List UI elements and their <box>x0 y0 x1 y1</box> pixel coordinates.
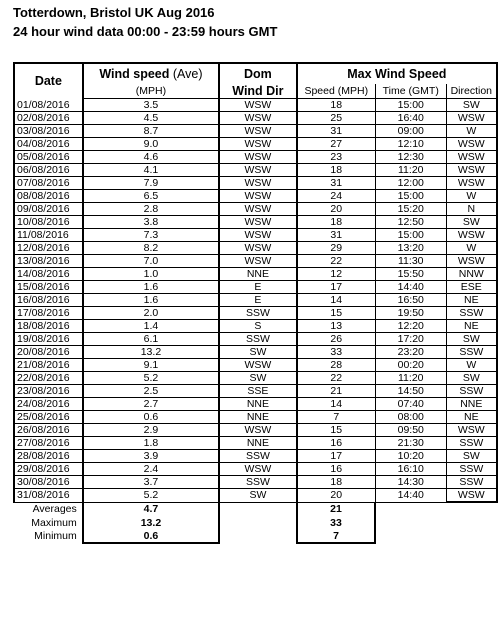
summary-row <box>14 516 497 529</box>
header-max-wind-speed: Max Wind Speed <box>297 63 497 84</box>
summary-blank <box>375 516 446 529</box>
max-speed-cell: 20 <box>297 489 376 503</box>
dom-wind-dir-cell: E <box>219 294 297 307</box>
dom-wind-dir-cell: NNE <box>219 411 297 424</box>
max-time-cell: 12:50 <box>375 216 446 229</box>
table-row <box>14 385 497 398</box>
max-speed-cell: 22 <box>297 255 376 268</box>
summary-speed-value: 33 <box>297 516 376 529</box>
date-cell: 24/08/2016 <box>14 398 83 411</box>
max-direction-cell: ESE <box>446 281 497 294</box>
table-row <box>14 307 497 320</box>
date-cell: 25/08/2016 <box>14 411 83 424</box>
max-time-cell: 14:40 <box>375 281 446 294</box>
max-direction-cell: WSW <box>446 424 497 437</box>
header-time-gmt: Time (GMT) <box>375 84 446 99</box>
max-direction-cell: W <box>446 190 497 203</box>
max-speed-cell: 23 <box>297 151 376 164</box>
max-direction-cell: SSW <box>446 346 497 359</box>
wind-speed-cell: 1.6 <box>83 294 219 307</box>
header-wind-speed-unit: (MPH) <box>83 84 219 99</box>
header-wind-speed-suffix: (Ave) <box>172 67 203 81</box>
max-direction-cell: N <box>446 203 497 216</box>
max-time-cell: 12:20 <box>375 320 446 333</box>
max-direction-cell: SSW <box>446 476 497 489</box>
wind-speed-cell: 7.3 <box>83 229 219 242</box>
max-speed-cell: 18 <box>297 216 376 229</box>
date-cell: 10/08/2016 <box>14 216 83 229</box>
max-time-cell: 12:00 <box>375 177 446 190</box>
wind-speed-cell: 2.9 <box>83 424 219 437</box>
dom-wind-dir-cell: NNE <box>219 437 297 450</box>
summary-blank <box>219 516 297 529</box>
date-cell: 21/08/2016 <box>14 359 83 372</box>
wind-speed-cell: 9.0 <box>83 138 219 151</box>
summary-speed-value: 21 <box>297 502 376 516</box>
max-time-cell: 11:20 <box>375 164 446 177</box>
dom-wind-dir-cell: NNE <box>219 268 297 281</box>
max-direction-cell: SW <box>446 372 497 385</box>
dom-wind-dir-cell: NNE <box>219 398 297 411</box>
dom-wind-dir-cell: WSW <box>219 242 297 255</box>
table-row <box>14 151 497 164</box>
max-speed-cell: 31 <box>297 229 376 242</box>
summary-blank <box>446 529 497 543</box>
max-direction-cell: SSW <box>446 307 497 320</box>
max-time-cell: 13:20 <box>375 242 446 255</box>
date-cell: 08/08/2016 <box>14 190 83 203</box>
table-row <box>14 164 497 177</box>
max-time-cell: 11:30 <box>375 255 446 268</box>
max-direction-cell: WSW <box>446 138 497 151</box>
wind-speed-cell: 3.9 <box>83 450 219 463</box>
max-time-cell: 23:20 <box>375 346 446 359</box>
table-row <box>14 437 497 450</box>
max-speed-cell: 26 <box>297 333 376 346</box>
date-cell: 31/08/2016 <box>14 489 83 503</box>
wind-speed-cell: 6.5 <box>83 190 219 203</box>
table-row <box>14 411 497 424</box>
max-direction-cell: WSW <box>446 489 497 503</box>
dom-wind-dir-cell: WSW <box>219 216 297 229</box>
dom-wind-dir-cell: WSW <box>219 138 297 151</box>
dom-wind-dir-cell: WSW <box>219 151 297 164</box>
report-title: Totterdown, Bristol UK Aug 2016 <box>13 5 215 20</box>
dom-wind-dir-cell: SSW <box>219 307 297 320</box>
date-cell: 20/08/2016 <box>14 346 83 359</box>
header-wind-dir: Wind Dir <box>219 84 297 99</box>
table-row <box>14 294 497 307</box>
wind-speed-cell: 1.8 <box>83 437 219 450</box>
dom-wind-dir-cell: SSW <box>219 450 297 463</box>
dom-wind-dir-cell: S <box>219 320 297 333</box>
date-cell: 19/08/2016 <box>14 333 83 346</box>
max-direction-cell: SW <box>446 99 497 112</box>
table-row <box>14 112 497 125</box>
date-cell: 16/08/2016 <box>14 294 83 307</box>
max-direction-cell: WSW <box>446 151 497 164</box>
summary-wind-value: 13.2 <box>83 516 219 529</box>
max-speed-cell: 27 <box>297 138 376 151</box>
table-row <box>14 320 497 333</box>
max-speed-cell: 18 <box>297 164 376 177</box>
header-direction: Direction <box>446 84 497 99</box>
max-direction-cell: SW <box>446 333 497 346</box>
max-speed-cell: 17 <box>297 281 376 294</box>
table-row <box>14 476 497 489</box>
date-cell: 23/08/2016 <box>14 385 83 398</box>
header-wind-speed-label: Wind speed <box>99 67 170 81</box>
table-row <box>14 203 497 216</box>
max-speed-cell: 24 <box>297 190 376 203</box>
dom-wind-dir-cell: SSW <box>219 333 297 346</box>
table-row <box>14 177 497 190</box>
max-speed-cell: 17 <box>297 450 376 463</box>
max-direction-cell: WSW <box>446 177 497 190</box>
wind-speed-cell: 5.2 <box>83 489 219 503</box>
max-speed-cell: 29 <box>297 242 376 255</box>
max-speed-cell: 7 <box>297 411 376 424</box>
max-speed-cell: 13 <box>297 320 376 333</box>
date-cell: 27/08/2016 <box>14 437 83 450</box>
wind-speed-cell: 4.5 <box>83 112 219 125</box>
summary-row <box>14 502 497 516</box>
date-cell: 28/08/2016 <box>14 450 83 463</box>
max-time-cell: 00:20 <box>375 359 446 372</box>
summary-blank <box>219 502 297 516</box>
date-cell: 26/08/2016 <box>14 424 83 437</box>
max-direction-cell: W <box>446 242 497 255</box>
summary-label: Maximum <box>14 516 83 529</box>
max-direction-cell: WSW <box>446 229 497 242</box>
max-direction-cell: NNE <box>446 398 497 411</box>
max-direction-cell: WSW <box>446 112 497 125</box>
date-cell: 30/08/2016 <box>14 476 83 489</box>
wind-speed-cell: 9.1 <box>83 359 219 372</box>
max-direction-cell: SSW <box>446 437 497 450</box>
date-cell: 17/08/2016 <box>14 307 83 320</box>
summary-blank <box>375 529 446 543</box>
header-dom: Dom <box>219 63 297 84</box>
date-cell: 04/08/2016 <box>14 138 83 151</box>
dom-wind-dir-cell: SW <box>219 346 297 359</box>
date-cell: 29/08/2016 <box>14 463 83 476</box>
summary-label: Minimum <box>14 529 83 543</box>
max-time-cell: 12:10 <box>375 138 446 151</box>
report-subtitle: 24 hour wind data 00:00 - 23:59 hours GMT <box>13 24 278 39</box>
dom-wind-dir-cell: WSW <box>219 229 297 242</box>
wind-speed-cell: 4.1 <box>83 164 219 177</box>
max-speed-cell: 15 <box>297 307 376 320</box>
dom-wind-dir-cell: SW <box>219 372 297 385</box>
max-speed-cell: 20 <box>297 203 376 216</box>
table-row <box>14 216 497 229</box>
date-cell: 09/08/2016 <box>14 203 83 216</box>
date-cell: 18/08/2016 <box>14 320 83 333</box>
wind-speed-cell: 4.6 <box>83 151 219 164</box>
table-row <box>14 99 497 112</box>
max-time-cell: 07:40 <box>375 398 446 411</box>
wind-speed-cell: 1.6 <box>83 281 219 294</box>
header-speed-mph: Speed (MPH) <box>297 84 376 99</box>
max-speed-cell: 22 <box>297 372 376 385</box>
max-speed-cell: 15 <box>297 424 376 437</box>
max-speed-cell: 31 <box>297 177 376 190</box>
max-direction-cell: SSW <box>446 463 497 476</box>
wind-speed-cell: 2.0 <box>83 307 219 320</box>
max-time-cell: 15:00 <box>375 190 446 203</box>
dom-wind-dir-cell: WSW <box>219 255 297 268</box>
wind-speed-cell: 0.6 <box>83 411 219 424</box>
max-speed-cell: 18 <box>297 476 376 489</box>
max-time-cell: 09:00 <box>375 125 446 138</box>
table-row <box>14 242 497 255</box>
wind-speed-cell: 13.2 <box>83 346 219 359</box>
table-row <box>14 489 497 503</box>
max-time-cell: 09:50 <box>375 424 446 437</box>
wind-speed-cell: 3.5 <box>83 99 219 112</box>
table-row <box>14 281 497 294</box>
date-cell: 06/08/2016 <box>14 164 83 177</box>
max-time-cell: 21:30 <box>375 437 446 450</box>
table-body <box>14 99 497 503</box>
max-speed-cell: 28 <box>297 359 376 372</box>
max-time-cell: 17:20 <box>375 333 446 346</box>
date-cell: 07/08/2016 <box>14 177 83 190</box>
max-time-cell: 15:00 <box>375 99 446 112</box>
table-row <box>14 190 497 203</box>
date-cell: 22/08/2016 <box>14 372 83 385</box>
dom-wind-dir-cell: WSW <box>219 463 297 476</box>
wind-speed-cell: 1.4 <box>83 320 219 333</box>
table-row <box>14 463 497 476</box>
dom-wind-dir-cell: WSW <box>219 190 297 203</box>
summary-speed-value: 7 <box>297 529 376 543</box>
wind-speed-cell: 3.8 <box>83 216 219 229</box>
wind-speed-cell: 7.0 <box>83 255 219 268</box>
date-cell: 11/08/2016 <box>14 229 83 242</box>
max-time-cell: 14:40 <box>375 489 446 503</box>
table-row <box>14 359 497 372</box>
wind-speed-cell: 1.0 <box>83 268 219 281</box>
header-date: Date <box>14 63 83 99</box>
max-direction-cell: WSW <box>446 164 497 177</box>
table-row <box>14 268 497 281</box>
table-row <box>14 346 497 359</box>
max-direction-cell: W <box>446 125 497 138</box>
dom-wind-dir-cell: WSW <box>219 125 297 138</box>
date-cell: 01/08/2016 <box>14 99 83 112</box>
wind-speed-cell: 6.1 <box>83 333 219 346</box>
max-speed-cell: 14 <box>297 398 376 411</box>
max-speed-cell: 31 <box>297 125 376 138</box>
wind-data-table <box>13 62 498 544</box>
max-speed-cell: 25 <box>297 112 376 125</box>
date-cell: 15/08/2016 <box>14 281 83 294</box>
max-direction-cell: SW <box>446 450 497 463</box>
header-wind-speed <box>83 63 219 84</box>
max-time-cell: 10:20 <box>375 450 446 463</box>
max-time-cell: 19:50 <box>375 307 446 320</box>
table-row <box>14 255 497 268</box>
max-time-cell: 15:20 <box>375 203 446 216</box>
dom-wind-dir-cell: WSW <box>219 112 297 125</box>
summary-wind-value: 4.7 <box>83 502 219 516</box>
max-time-cell: 14:30 <box>375 476 446 489</box>
max-speed-cell: 16 <box>297 437 376 450</box>
dom-wind-dir-cell: WSW <box>219 164 297 177</box>
max-time-cell: 12:30 <box>375 151 446 164</box>
wind-speed-cell: 2.8 <box>83 203 219 216</box>
dom-wind-dir-cell: WSW <box>219 424 297 437</box>
summary-blank <box>375 502 446 516</box>
table-row <box>14 138 497 151</box>
summary-row <box>14 529 497 543</box>
summary-blank <box>446 502 497 516</box>
max-time-cell: 08:00 <box>375 411 446 424</box>
max-time-cell: 16:50 <box>375 294 446 307</box>
max-time-cell: 16:40 <box>375 112 446 125</box>
max-direction-cell: SW <box>446 216 497 229</box>
max-speed-cell: 18 <box>297 99 376 112</box>
max-speed-cell: 16 <box>297 463 376 476</box>
table-row <box>14 424 497 437</box>
max-speed-cell: 21 <box>297 385 376 398</box>
table-row <box>14 450 497 463</box>
dom-wind-dir-cell: SW <box>219 489 297 503</box>
date-cell: 02/08/2016 <box>14 112 83 125</box>
summary-blank <box>446 516 497 529</box>
table-row <box>14 229 497 242</box>
summary-label: Averages <box>14 502 83 516</box>
table-row <box>14 125 497 138</box>
dom-wind-dir-cell: SSW <box>219 476 297 489</box>
max-direction-cell: NE <box>446 411 497 424</box>
max-direction-cell: NNW <box>446 268 497 281</box>
max-time-cell: 15:50 <box>375 268 446 281</box>
wind-speed-cell: 3.7 <box>83 476 219 489</box>
max-time-cell: 15:00 <box>375 229 446 242</box>
wind-speed-cell: 8.2 <box>83 242 219 255</box>
date-cell: 03/08/2016 <box>14 125 83 138</box>
dom-wind-dir-cell: WSW <box>219 203 297 216</box>
date-cell: 14/08/2016 <box>14 268 83 281</box>
wind-speed-cell: 2.7 <box>83 398 219 411</box>
dom-wind-dir-cell: E <box>219 281 297 294</box>
max-direction-cell: WSW <box>446 255 497 268</box>
dom-wind-dir-cell: SSE <box>219 385 297 398</box>
table-row <box>14 333 497 346</box>
table-row <box>14 398 497 411</box>
max-time-cell: 14:50 <box>375 385 446 398</box>
wind-speed-cell: 8.7 <box>83 125 219 138</box>
max-direction-cell: SSW <box>446 385 497 398</box>
date-cell: 05/08/2016 <box>14 151 83 164</box>
wind-speed-cell: 2.4 <box>83 463 219 476</box>
max-speed-cell: 12 <box>297 268 376 281</box>
wind-speed-cell: 7.9 <box>83 177 219 190</box>
date-cell: 12/08/2016 <box>14 242 83 255</box>
wind-speed-cell: 2.5 <box>83 385 219 398</box>
dom-wind-dir-cell: WSW <box>219 99 297 112</box>
wind-speed-cell: 5.2 <box>83 372 219 385</box>
max-direction-cell: NE <box>446 294 497 307</box>
max-speed-cell: 14 <box>297 294 376 307</box>
summary-wind-value: 0.6 <box>83 529 219 543</box>
max-time-cell: 16:10 <box>375 463 446 476</box>
dom-wind-dir-cell: WSW <box>219 359 297 372</box>
max-direction-cell: NE <box>446 320 497 333</box>
summary-body <box>14 502 497 543</box>
table-row <box>14 372 497 385</box>
date-cell: 13/08/2016 <box>14 255 83 268</box>
max-direction-cell: W <box>446 359 497 372</box>
dom-wind-dir-cell: WSW <box>219 177 297 190</box>
max-speed-cell: 33 <box>297 346 376 359</box>
summary-blank <box>219 529 297 543</box>
max-time-cell: 11:20 <box>375 372 446 385</box>
